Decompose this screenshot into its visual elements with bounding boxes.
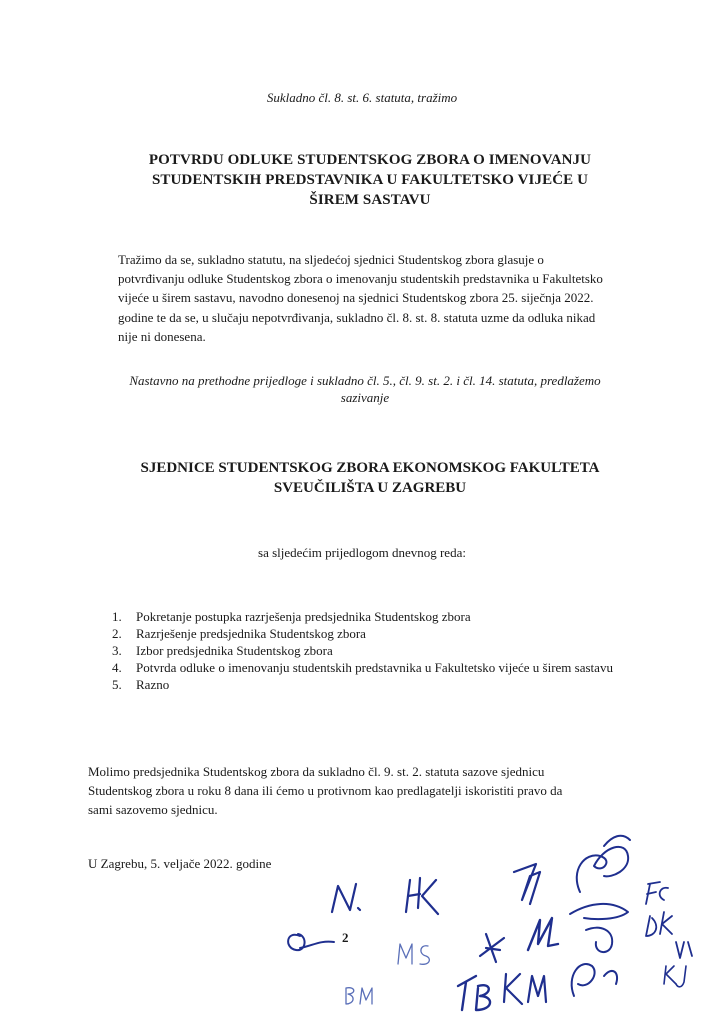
- signature-hk: [406, 878, 438, 914]
- paragraph-line: godine te da se, u slučaju nepotvrđivanja, sukladno čl. 8. st. 8. statuta uzme da odluka nikad: [118, 309, 596, 325]
- signature-km: [504, 974, 546, 1004]
- closing-line: Molimo predsjednika Studentskog zbora da sukladno čl. 9. st. 2. statuta sazove sjednicu: [88, 764, 545, 779]
- paragraph-line: nije ni donesena.: [118, 328, 206, 344]
- closing-line: sami sazovemo sjednicu.: [88, 802, 218, 817]
- session-title-line: SJEDNICE STUDENTSKOG ZBORA EKONOMSKOG FAKULTETA: [140, 460, 600, 476]
- title-line: STUDENTSKIH PREDSTAVNIKA U FAKULTETSKO VIJEĆE U: [151, 172, 589, 188]
- paragraph-line: Tražimo da se, sukladno statutu, na sljedećoj sjednici Studentskog zbora glasuje o: [118, 252, 544, 267]
- signature-fc: [646, 882, 668, 904]
- signature-m-top: [514, 864, 540, 904]
- intro-line: Sukladno čl. 8. st. 6. statuta, tražimo: [266, 90, 458, 105]
- signature-m-large: [528, 918, 558, 950]
- paragraph-line: potvrđivanju odluke Studentskog zbora o imenovanju studentskih predstavnika u Fakultetsko: [118, 271, 603, 287]
- session-title-line: SVEUČILIŠTA U ZAGREBU: [273, 480, 467, 496]
- signature-scribble-large: [570, 836, 630, 919]
- title-line: POTVRDU ODLUKE STUDENTSKOG ZBORA O IMENOVANJU: [148, 152, 592, 168]
- place-date: U Zagrebu, 5. veljače 2022. godine: [88, 856, 272, 871]
- page-number: 2: [342, 930, 349, 945]
- signature-scribble-center: [572, 928, 617, 996]
- signature-kj: [664, 966, 686, 987]
- agenda-number: 5.: [112, 677, 122, 692]
- signature-tb: [458, 976, 490, 1010]
- closing-line: Studentskog zbora u roku 8 dana ili ćemo u protivnom kao predlagatelji iskoristiti pravo da: [88, 783, 563, 798]
- signature-n: [332, 884, 360, 912]
- title-line: ŠIREM SASTAVU: [309, 192, 431, 208]
- agenda-intro: sa sljedećim prijedlogom dnevnog reda:: [258, 545, 466, 560]
- agenda-text: Izbor predsjednika Studentskog zbora: [136, 643, 333, 658]
- signature-nr: [676, 942, 692, 958]
- signature-q: [288, 934, 334, 950]
- agenda-number: 3.: [112, 643, 122, 658]
- agenda-text: Pokretanje postupka razrješenja predsjednika Studentskog zbora: [136, 609, 471, 624]
- agenda-text: Potvrda odluke o imenovanju studentskih predstavnika u Fakultetsko vijeće u širem sastavu: [136, 660, 613, 675]
- signature-dk: [646, 912, 672, 936]
- agenda-text: Razno: [136, 677, 170, 692]
- signature-ms: [398, 944, 429, 964]
- agenda-text: Razrješenje predsjednika Studentskog zbora: [136, 626, 366, 641]
- proposal-line: sazivanje: [340, 390, 390, 405]
- signature-bm: [346, 988, 372, 1004]
- signature-x-cross: [480, 934, 504, 962]
- agenda-number: 1.: [112, 609, 122, 624]
- proposal-line: Nastavno na prethodne prijedloge i sukladno čl. 5., čl. 9. st. 2. i čl. 14. statuta, predlažemo: [129, 373, 601, 388]
- agenda-number: 4.: [112, 660, 122, 675]
- paragraph-line: vijeće u širem sastavu, navodno donesenoj na sjednici Studentskog zbora 25. siječnja 2022.: [118, 290, 594, 306]
- agenda-number: 2.: [112, 626, 122, 641]
